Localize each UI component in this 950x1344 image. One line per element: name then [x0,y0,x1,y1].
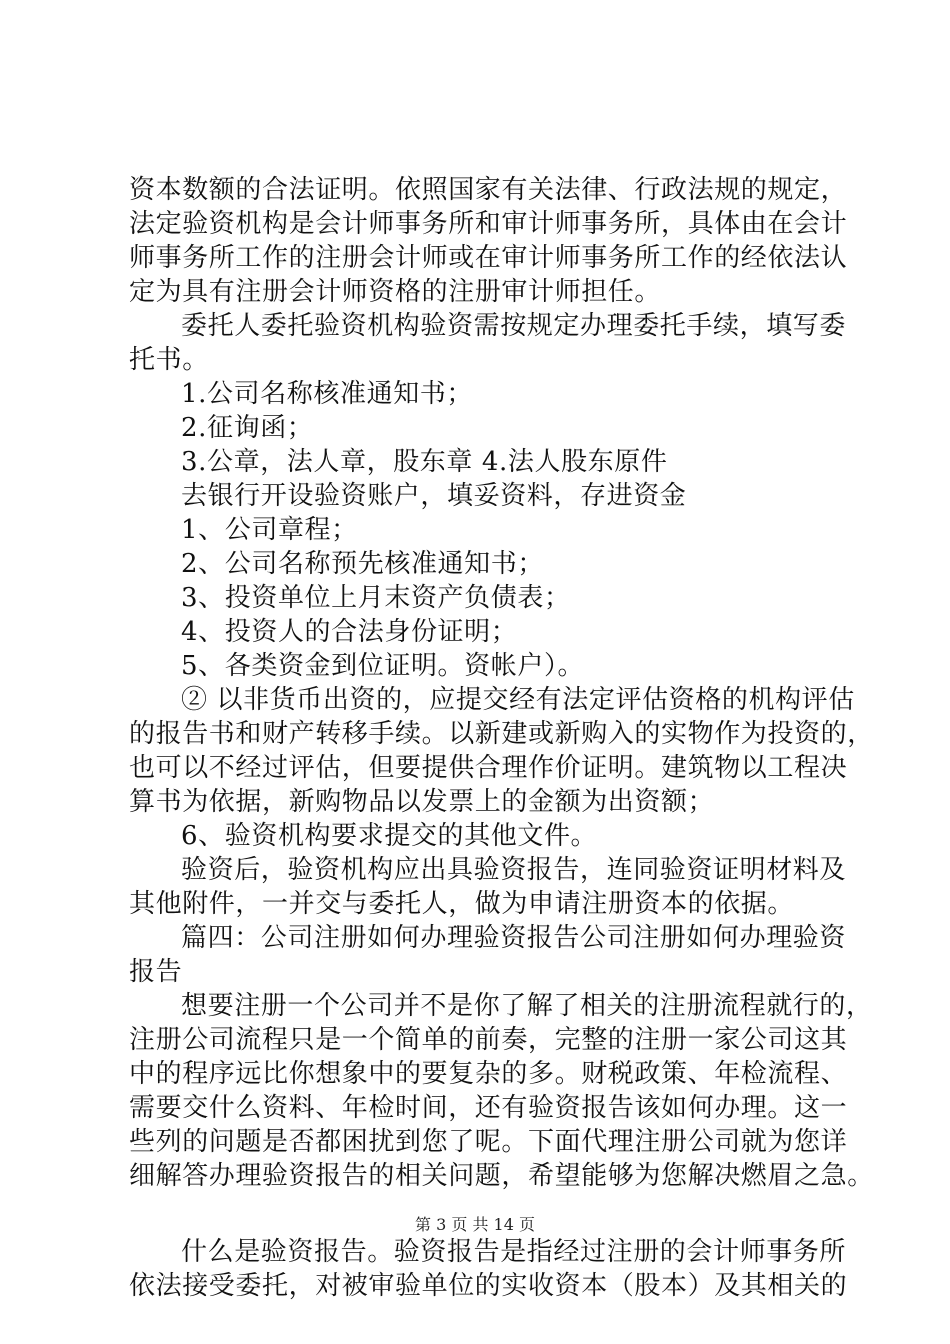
text-line: ② 以非货币出资的，应提交经有法定评估资格的机构评估 [181,685,855,715]
text-line: 算书为依据，新购物品以发票上的金额为出资额； [129,787,715,817]
list-item: 2、公司名称预先核准通知书； [181,549,544,579]
page-footer: 第 3 页 共 14 页 [415,1215,535,1234]
list-item: 4、投资人的合法身份证明； [181,617,518,647]
text-line: 托书。 [129,345,209,375]
text-line: 注册公司流程只是一个简单的前奏，完整的注册一家公司这其 [129,1025,848,1055]
list-item: 2.征询函； [181,413,314,443]
text-line: 中的程序远比你想象中的要复杂的多。财税政策、年检流程、 [129,1059,848,1089]
text-line: 需要交什么资料、年检时间，还有验资报告该如何办理。这一 [129,1093,848,1123]
text-line: 定为具有注册会计师资格的注册审计师担任。 [129,277,662,307]
section-heading: 报告 [129,957,183,987]
text-line: 师事务所工作的注册会计师或在审计师事务所工作的经依法认 [129,243,848,273]
list-item: 6、验资机构要求提交的其他文件。 [181,821,598,851]
list-item: 3、投资单位上月末资产负债表； [181,583,571,613]
text-line: 什么是验资报告。验资报告是指经过注册的会计师事务所 [181,1237,847,1267]
text-line: 些列的问题是否都困扰到您了呢。下面代理注册公司就为您详 [129,1127,848,1157]
list-item: 3.公章，法人章，股东章 4.法人股东原件 [181,447,668,477]
text-line: 验资后，验资机构应出具验资报告，连同验资证明材料及 [181,855,847,885]
body-text [129,173,874,1303]
text-line: 依法接受委托，对被审验单位的实收资本（股本）及其相关的 [129,1271,848,1301]
section-heading: 篇四：公司注册如何办理验资报告公司注册如何办理验资 [181,923,847,953]
text-line: 法定验资机构是会计师事务所和审计师事务所，具体由在会计 [129,209,848,239]
text-line: 的报告书和财产转移手续。以新建或新购入的实物作为投资的， [129,719,874,749]
list-item: 5、各类资金到位证明。资帐户）。 [181,651,585,681]
text-line: 委托人委托验资机构验资需按规定办理委托手续，填写委 [181,311,847,341]
list-item: 1、公司章程； [181,515,358,545]
text-line: 也可以不经过评估，但要提供合理作价证明。建筑物以工程决 [129,753,848,783]
text-line: 细解答办理验资报告的相关问题，希望能够为您解决燃眉之急。 [129,1161,874,1191]
list-item: 1.公司名称核准通知书； [181,379,474,409]
text-line: 去银行开设验资账户，填妥资料，存进资金 [181,481,687,511]
text-line: 想要注册一个公司并不是你了解了相关的注册流程就行的， [181,991,873,1021]
text-line: 资本数额的合法证明。依照国家有关法律、行政法规的规定， [129,175,848,205]
text-line: 其他附件，一并交与委托人，做为申请注册资本的依据。 [129,889,795,919]
